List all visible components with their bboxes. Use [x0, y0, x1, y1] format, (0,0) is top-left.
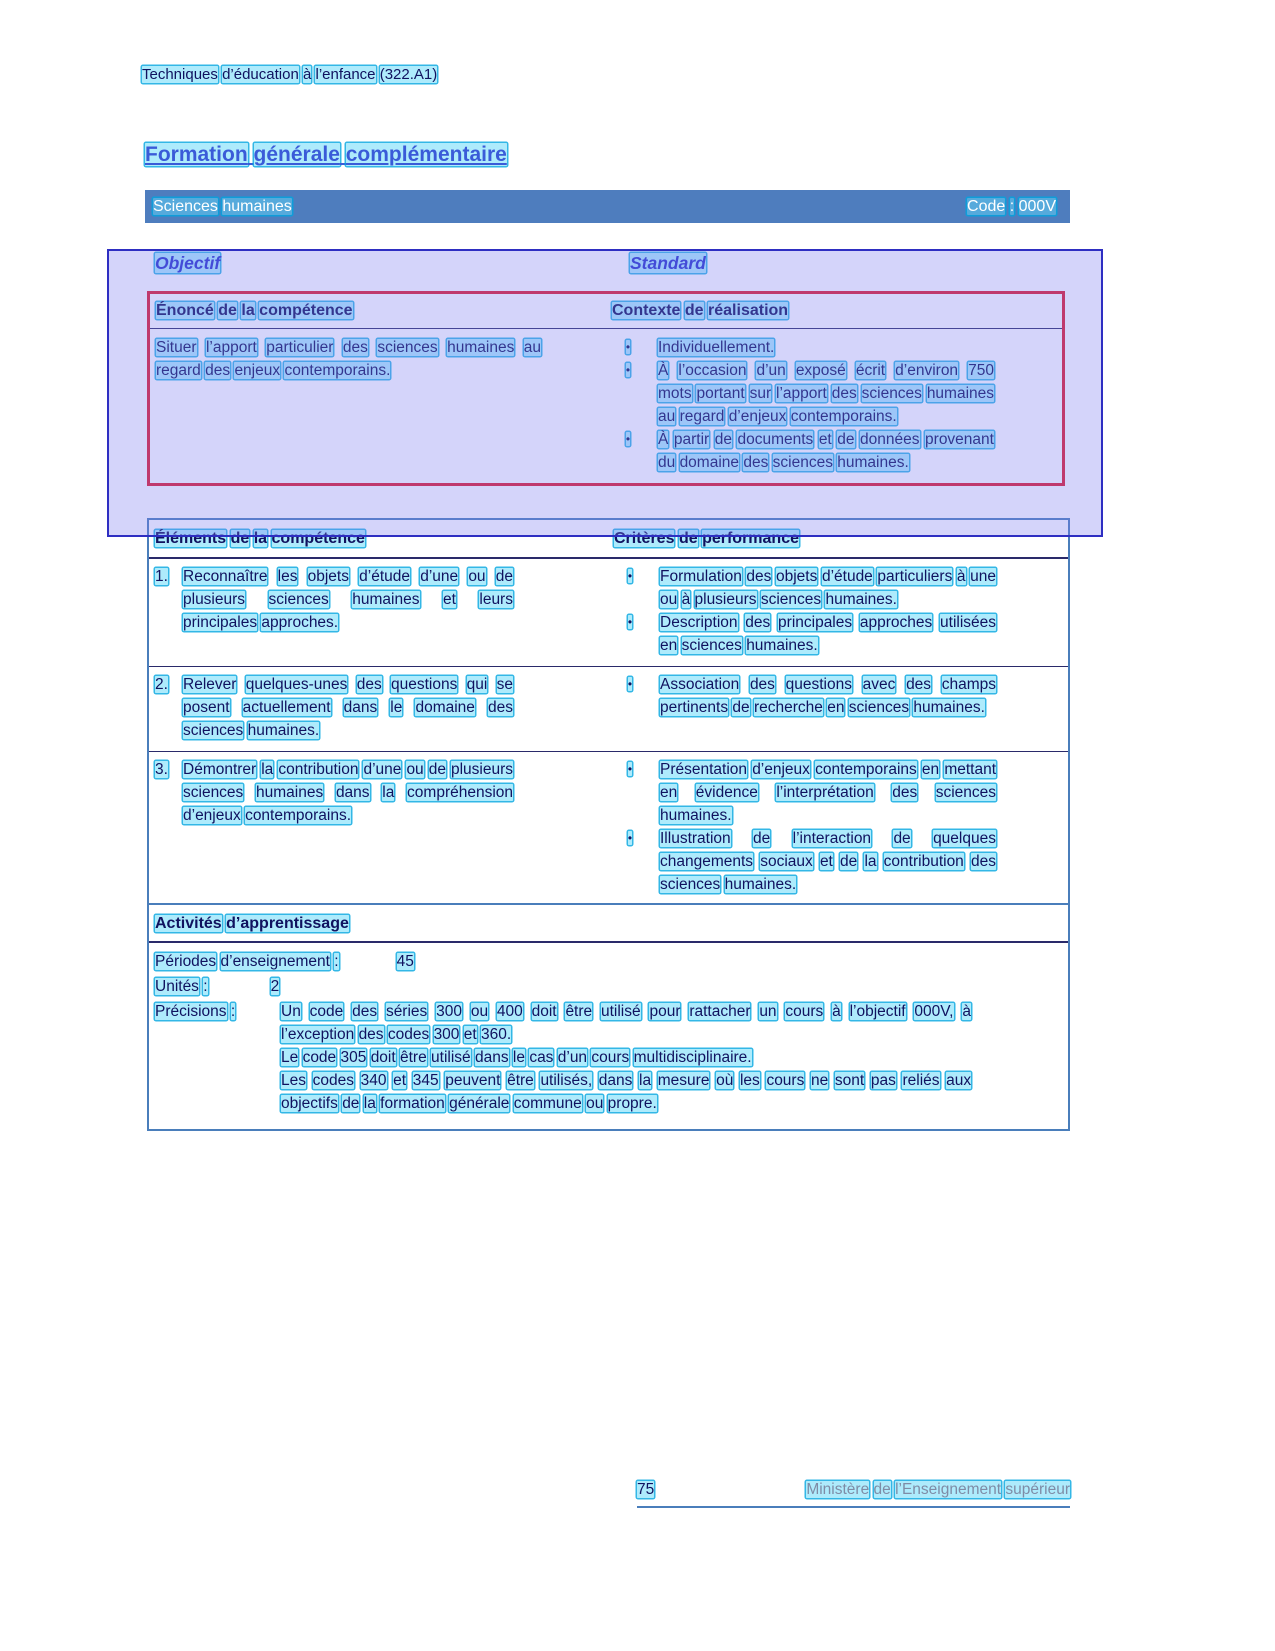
- list-item: [614, 611, 1068, 657]
- bullet-icon: •: [627, 569, 633, 583]
- periodes-row: [155, 950, 1058, 973]
- contexte-header: Contexte de réalisation: [612, 302, 789, 319]
- table-row: [149, 667, 1068, 752]
- precisions-line: Un code des séries 300 ou 400 doit être utilisé pour rattacher un cours à l’objectif 000V, à l’exception des codes 300 et 360.: [281, 1003, 971, 1043]
- page-number: 75: [637, 1481, 655, 1498]
- criteres-cell: [614, 673, 1068, 742]
- precisions-line: Le code 305 doit être utilisé dans le cas d’un cours multidisciplinaire.: [281, 1049, 752, 1066]
- bullet-icon: •: [627, 615, 633, 629]
- contexte-header-cell: [612, 299, 1062, 322]
- list-item: [614, 673, 1068, 719]
- contexte-list: [612, 336, 1062, 474]
- activites-title-row: [149, 905, 1068, 943]
- criteres-cell: [614, 758, 1068, 896]
- element-number: 3.: [155, 761, 168, 778]
- contexte-item-text: À l’occasion d’un exposé écrit d’environ 750 mots portant sur l’apport des sciences humaines au regard d’enjeux contemporains.: [658, 362, 995, 425]
- precisions-line: Les codes 340 et 345 peuvent être utilisés, dans la mesure où les cours ne sont pas reliés aux objectifs de la formation générale commune ou propre.: [281, 1072, 972, 1112]
- element-number: 1.: [155, 568, 168, 585]
- enonce-header: Énoncé de la compétence: [156, 302, 353, 319]
- list-item: [614, 758, 1068, 827]
- element-cell: [149, 565, 614, 657]
- enonce-body-row: [150, 329, 1062, 483]
- element-text: Démontrer la contribution d’une ou de plusieurs sciences humaines dans la compréhension d’enjeux contemporains.: [183, 761, 514, 824]
- bullet-icon: •: [625, 432, 631, 446]
- bullet-icon: •: [627, 831, 633, 845]
- critere-text: Description des principales approches utilisées en sciences humaines.: [660, 614, 997, 654]
- competence-cell: [150, 336, 612, 474]
- precisions-row: [155, 1000, 1058, 1115]
- contexte-item-text: À partir de documents et de données provenant du domaine des sciences humaines.: [658, 431, 994, 471]
- element-text: Relever quelques-unes des questions qui se posent actuellement dans le domaine des sciences humaines.: [183, 676, 514, 739]
- enonce-header-row: [150, 294, 1062, 329]
- elements-header: Éléments de la compétence: [155, 530, 365, 547]
- criteres-header-cell: [614, 527, 1068, 550]
- enonce-header-cell: [150, 299, 612, 322]
- subject-name: Sciences humaines: [153, 198, 292, 215]
- activites-body: [149, 943, 1068, 1129]
- page-footer: [637, 1478, 1070, 1508]
- unites-value: 2: [270, 978, 280, 995]
- critere-text: Association des questions avec des champs pertinents de recherche en sciences humaines.: [660, 676, 997, 716]
- activites-title: Activités d’apprentissage: [155, 915, 349, 932]
- critere-text: Présentation d’enjeux contemporains en mettant en évidence l’interprétation des sciences humaines.: [660, 761, 997, 824]
- critere-text: Formulation des objets d’étude particuliers à une ou à plusieurs sciences humaines.: [660, 568, 996, 608]
- element-cell: [149, 673, 614, 742]
- bullet-icon: •: [627, 677, 633, 691]
- list-item: [614, 565, 1068, 611]
- elements-header-cell: [149, 527, 614, 550]
- criteres-header: Critères de performance: [614, 530, 799, 547]
- unites-label: Unités :: [155, 978, 208, 995]
- periodes-value: 45: [396, 953, 414, 970]
- unites-row: [155, 975, 1058, 998]
- element-cell: [149, 758, 614, 896]
- bullet-icon: •: [625, 363, 631, 377]
- objectif-heading: Objectif: [155, 253, 221, 273]
- bullet-icon: •: [627, 762, 633, 776]
- subject-code: Code : 000V: [967, 198, 1056, 215]
- contexte-item-text: Individuellement.: [658, 339, 775, 356]
- standard-heading: Standard: [630, 253, 706, 273]
- list-item: [612, 359, 1062, 428]
- page-title: Formation générale complémentaire: [145, 143, 507, 166]
- periodes-label: Périodes d’enseignement :: [155, 953, 339, 970]
- list-item: [612, 428, 1062, 474]
- bullet-icon: •: [625, 340, 631, 354]
- precisions-text: [281, 1000, 971, 1115]
- critere-text: Illustration de l’interaction de quelques changements sociaux et de la contribution des sciences humaines.: [660, 830, 996, 893]
- element-text: Reconnaître les objets d’étude d’une ou de plusieurs sciences humaines et leurs principales approches.: [183, 568, 513, 631]
- table-row: [149, 559, 1068, 667]
- subject-band: [145, 190, 1070, 223]
- document-header-text: Techniques d’éducation à l’enfance (322.A1): [142, 66, 438, 83]
- table-header-row: [149, 520, 1068, 559]
- criteres-cell: [614, 565, 1068, 657]
- criteres-list: [614, 673, 1068, 719]
- activites-box: [147, 903, 1070, 1131]
- criteres-list: [614, 565, 1068, 657]
- list-item: [614, 827, 1068, 896]
- footer-ministry: Ministère de l’Enseignement supérieur: [806, 1481, 1070, 1498]
- contexte-cell: [612, 336, 1062, 474]
- enonce-competence-box: [147, 291, 1065, 486]
- elements-criteres-table: [147, 518, 1070, 907]
- list-item: [612, 336, 1062, 359]
- criteres-list: [614, 758, 1068, 896]
- precisions-label: Précisions :: [155, 1003, 236, 1020]
- element-number: 2.: [155, 676, 168, 693]
- table-row: [149, 752, 1068, 905]
- competence-statement: Situer l’apport particulier des sciences humaines au regard des enjeux contemporains.: [156, 339, 542, 379]
